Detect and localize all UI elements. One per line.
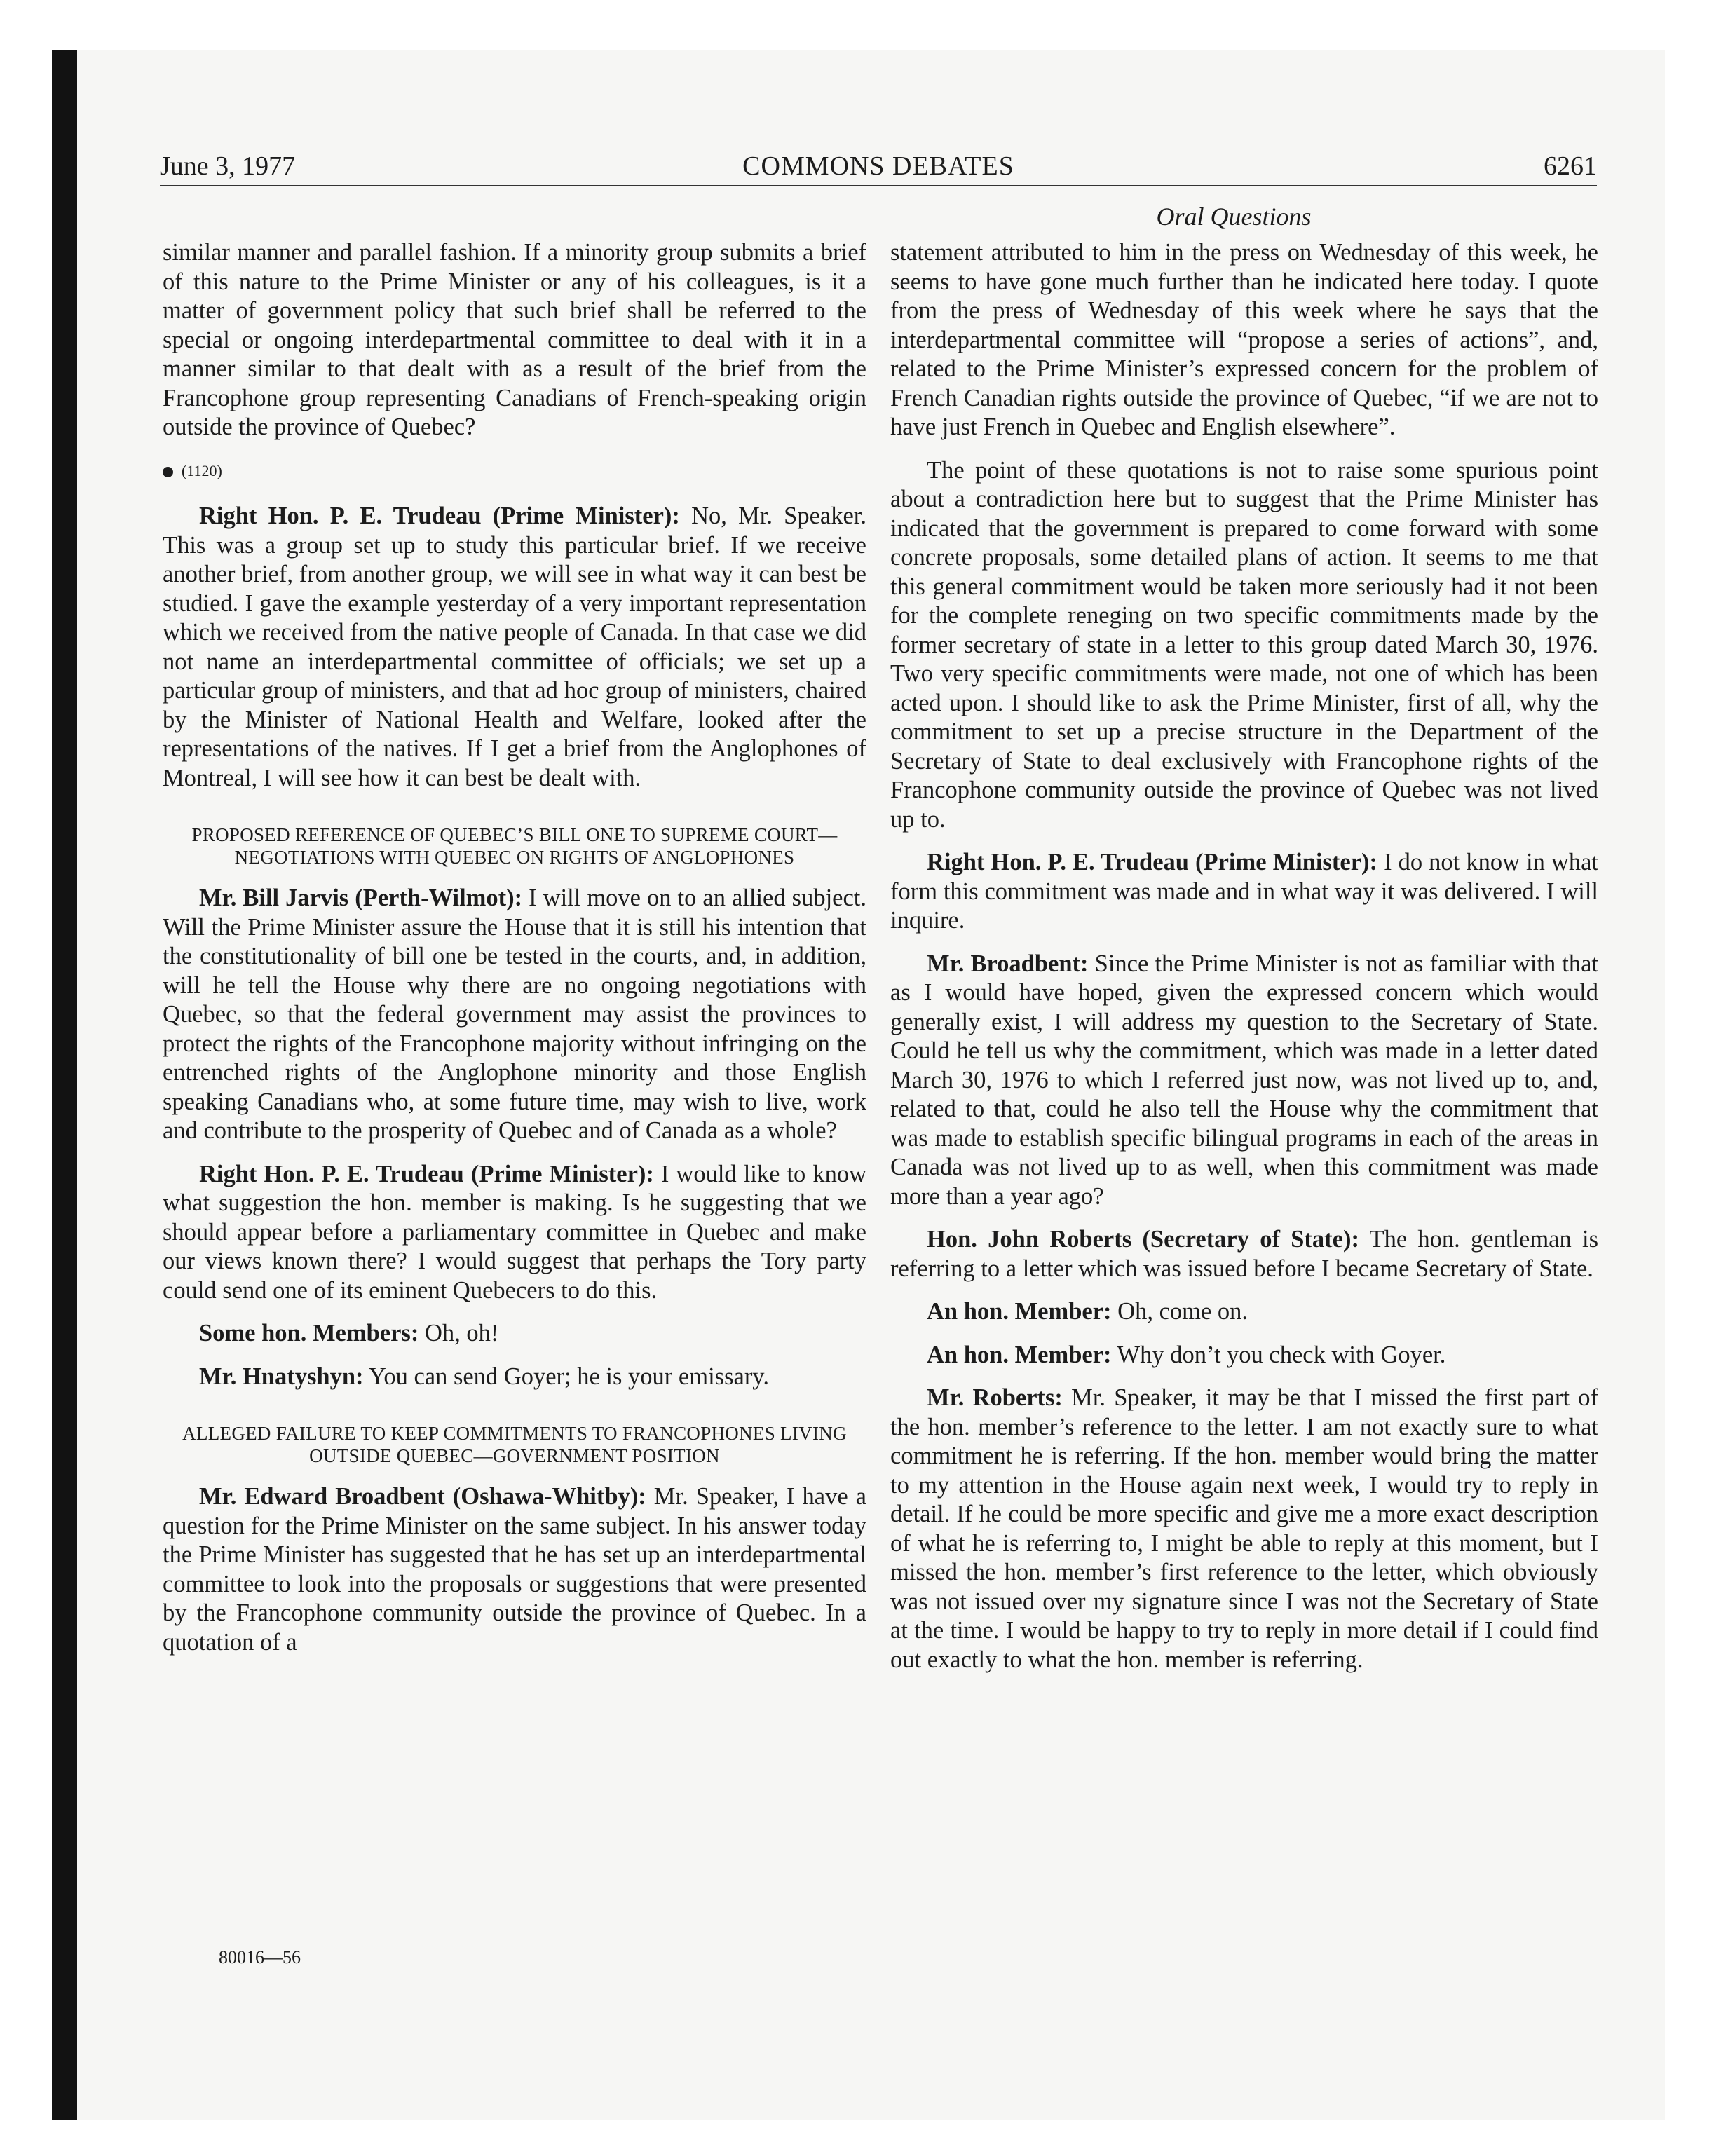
speaker-name: Some hon. Members: bbox=[199, 1320, 419, 1346]
speaker-name: An hon. Member: bbox=[927, 1341, 1112, 1368]
speech-text: Why don’t you check with Goyer. bbox=[1111, 1341, 1446, 1368]
speaker-name: Mr. Hnatyshyn: bbox=[199, 1363, 364, 1390]
speech-text: The hon. gentleman is referring to a letter which was issued before I became Secretary of State. bbox=[890, 1226, 1599, 1282]
header-page-number: 6261 bbox=[1544, 151, 1597, 181]
paragraph bbox=[163, 1482, 866, 1657]
paragraph bbox=[890, 1341, 1598, 1370]
speech-text: Oh, come on. bbox=[1111, 1298, 1248, 1325]
left-column bbox=[163, 238, 866, 1671]
paragraph: statement attributed to him in the press on Wednesday of this week, he seems to have gone much further than he indicated here today. I quote from the press of Wednesday of this week where he says that the interdepartmental committee will “propose a series of actions”, and, related to the Prime Minister’s expressed concern for the problem of French Canadian rights outside the province of Quebec, “if we are not to have just French in Quebec and English elsewhere”. bbox=[890, 239, 1598, 440]
paragraph bbox=[890, 1225, 1598, 1283]
speaker-name: Hon. John Roberts (Secretary of State): bbox=[927, 1226, 1359, 1253]
header-date: June 3, 1977 bbox=[160, 151, 296, 181]
paragraph bbox=[890, 848, 1598, 936]
paragraph bbox=[890, 950, 1598, 1212]
speech-text: You can send Goyer; he is your emissary. bbox=[363, 1363, 769, 1390]
speaker-name: Right Hon. P. E. Trudeau (Prime Minister): bbox=[927, 849, 1378, 875]
footer-code: 80016—56 bbox=[219, 1947, 301, 1967]
speech-text: I do not know in what form this commitment was made and in what way it was delivered. I will inquire. bbox=[890, 849, 1598, 934]
speaker-name: Mr. Broadbent: bbox=[927, 950, 1089, 977]
paragraph bbox=[890, 1297, 1598, 1327]
speaker-name: Mr. Roberts: bbox=[927, 1384, 1063, 1411]
paragraph bbox=[163, 502, 866, 793]
paragraph bbox=[163, 1363, 866, 1392]
speech-text: No, Mr. Speaker. This was a group set up to study this particular brief. If we receive another brief, from another group, we will see in what way it can best be studied. I gave the example yesterday of a very important representation which we received from the native people of Canada. In that case we did not name an interdepartmental committee of officials; we set up a particular group of ministers, and that ad hoc group of ministers, chaired by the Minister of National Health and Welfare, looked after the representations of the natives. If I get a brief from the Anglophones of Montreal, I will see how it can best be dealt with. bbox=[163, 503, 866, 791]
bullet-icon bbox=[163, 467, 173, 477]
scan-edge bbox=[52, 50, 77, 2120]
paragraph bbox=[163, 1319, 866, 1349]
paragraph bbox=[163, 1160, 866, 1306]
speech-text: I will move on to an allied subject. Will the Prime Minister assure the House that it is still his intention that the constitutionality of bill one be tested in the courts, and, in addition, will he tell the House why there are no ongoing negotiations with Quebec, so that the federal government may assist the provinces to protect the rights of the Francophone majority without infringing on the entrenched rights of the Anglophone minority and those English speaking Canadians who, at some future time, may wish to live, work and contribute to the prosperity of Quebec and of Canada as a whole? bbox=[163, 885, 866, 1144]
speech-text: Mr. Speaker, it may be that I missed the first part of the hon. member’s reference to the letter. I am not exactly sure to what commitment he is referring. If the hon. member would bring the matter to my attention in the House again next week, I would try to reply in detail. If he could be more specific and give me a more exact description of what he is referring to, I might be able to reply at this moment, but I missed the hon. member’s first reference to the letter, which obviously was not issued over my signature since I was not the Secretary of State at the time. I would be happy to try to reply in more detail if I could find out exactly to what the hon. member is referring. bbox=[890, 1384, 1599, 1673]
paragraph bbox=[163, 884, 866, 1146]
paragraph: The point of these quotations is not to raise some spurious point about a contradiction here but to suggest that the Prime Minister has indicated that the government is prepared to come forward with some concrete proposals, some detailed plans of action. It seems to me that this general commitment would be taken more seriously had it not been for the complete reneging on two specific commitments made by the former secretary of state in a letter to this group dated March 30, 1976. Two very specific commitments were made, not one of which has been acted upon. I should like to ask the Prime Minister, first of all, why the commitment to set up a precise structure in the Department of the Secretary of State to deal exclusively with Francophone rights of the Francophone community outside the province of Quebec was not lived up to. bbox=[890, 456, 1598, 833]
speaker-name: Mr. Edward Broadbent (Oshawa-Whitby): bbox=[199, 1483, 646, 1510]
paragraph bbox=[890, 1384, 1598, 1674]
speaker-name: Right Hon. P. E. Trudeau (Prime Minister): bbox=[199, 503, 680, 529]
speaker-name: An hon. Member: bbox=[927, 1298, 1112, 1325]
time-marker-text: (1120) bbox=[182, 461, 222, 479]
section-heading: ALLEGED FAILURE TO KEEP COMMITMENTS TO FRANCOPHONES LIVING OUTSIDE QUEBEC—GOVERNMENT POSITION bbox=[182, 1423, 847, 1466]
right-column bbox=[890, 238, 1598, 1688]
section-heading: PROPOSED REFERENCE OF QUEBEC’S BILL ONE TO SUPREME COURT—NEGOTIATIONS WITH QUEBEC ON RIGHTS OF ANGLOPHONES bbox=[191, 824, 838, 868]
page-header bbox=[160, 147, 1597, 186]
speaker-name: Right Hon. P. E. Trudeau (Prime Minister): bbox=[199, 1160, 654, 1187]
section-tag: Oral Questions bbox=[1156, 203, 1312, 231]
speaker-name: Mr. Bill Jarvis (Perth-Wilmot): bbox=[199, 885, 523, 911]
speech-text: Since the Prime Minister is not as familiar with that as I would have hoped, given the expressed concern which would generally exist, I will address my question to the Secretary of State. Could he tell us why the commitment, which was made in a letter dated March 30, 1976 to which I referred just now, was not lived up to, and, related to that, could he also tell the House why the commitment that was made to establish specific bilingual programs in each of the areas in Canada was not lived up to as well, when this commitment was made more than a year ago? bbox=[890, 950, 1598, 1210]
time-marker bbox=[163, 456, 866, 486]
speech-text: I would like to know what suggestion the hon. member is making. Is he suggesting that we should appear before a parliamentary committee in Quebec and make our views known there? I would suggest that perhaps the Tory party could send one of its eminent Quebecers to do this. bbox=[163, 1160, 866, 1304]
header-title: COMMONS DEBATES bbox=[742, 151, 1014, 181]
speech-text: Mr. Speaker, I have a question for the Prime Minister on the same subject. In his answer today the Prime Minister has suggested that he has set up an interdepartmental committee to look into the proposals or suggestions that were presented by the Francophone community outside the province of Quebec. In a quotation of a bbox=[163, 1483, 866, 1656]
speech-text: Oh, oh! bbox=[419, 1320, 499, 1346]
paragraph: similar manner and parallel fashion. If a minority group submits a brief of this nature to the Prime Minister or any of his colleagues, is it a matter of government policy that such brief shall be referred to the special or ongoing interdepartmental committee to deal with it in a manner similar to that dealt with as a result of the brief from the Francophone group representing Canadians of French-speaking origin outside the province of Quebec? bbox=[163, 239, 866, 440]
